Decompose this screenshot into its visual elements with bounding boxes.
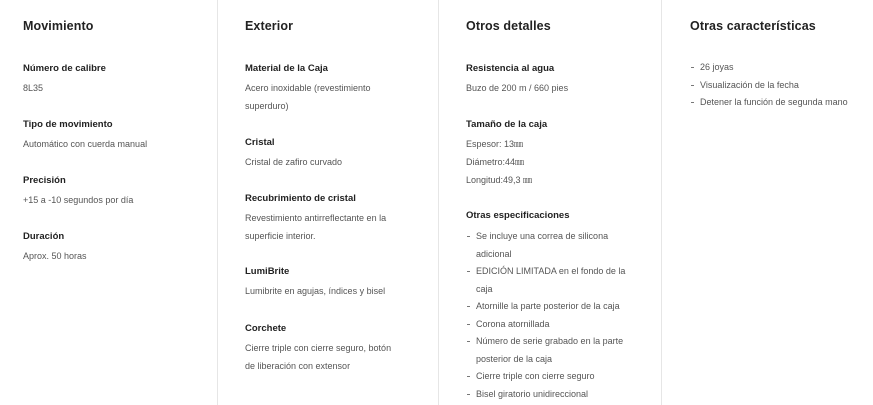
spec-value: Buzo de 200 m / 660 pies: [466, 83, 569, 93]
spec-label: Resistencia al agua: [466, 63, 555, 74]
spec-value-line: superduro): [245, 101, 289, 111]
spec-value: Automático con cuerda manual: [23, 139, 148, 149]
spec-other-specifications: [466, 209, 641, 403]
column-title: Otras características: [690, 19, 816, 33]
spec-value: +15 a -10 segundos por día: [23, 195, 134, 205]
spec-value-line: Cierre triple con cierre seguro, botón: [245, 343, 392, 353]
column-title: Otros detalles: [466, 19, 551, 33]
spec-label: Precisión: [23, 175, 66, 186]
spec-value: Cristal de zafiro curvado: [245, 157, 343, 167]
list-item: 26 joyas: [690, 59, 868, 77]
spec-label: Recubrimiento de cristal: [245, 193, 356, 204]
spec-label: Duración: [23, 231, 65, 242]
spec-crystal-coating: [245, 192, 425, 245]
list-item: Corona atornillada: [466, 316, 641, 334]
case-thickness: Espesor: 13㎜: [466, 139, 524, 149]
spec-label: Tipo de movimiento: [23, 119, 113, 130]
column-title: Movimiento: [23, 19, 94, 33]
column-exterior: [218, 0, 439, 405]
spec-value-line: de liberación con extensor: [245, 361, 351, 371]
list-item: Número de serie grabado en la parte posterior de la caja: [466, 333, 641, 368]
spec-clasp: [245, 322, 425, 375]
list-item: Cierre triple con cierre seguro: [466, 368, 641, 386]
column-otros-detalles: [439, 0, 662, 405]
spec-value-line: Acero inoxidable (revestimiento: [245, 83, 371, 93]
spec-value: [245, 209, 425, 245]
spec-case-material: [245, 62, 425, 115]
column-otras-caracteristicas: [662, 0, 873, 405]
spec-lumibrite: [245, 265, 425, 300]
spec-label: LumiBrite: [245, 266, 290, 277]
features-list: [690, 59, 868, 112]
spec-label: Corchete: [245, 323, 287, 334]
spec-duration: [23, 230, 203, 265]
case-length: Longitud:49,3 ㎜: [466, 175, 533, 185]
list-item: Atornille la parte posterior de la caja: [466, 298, 641, 316]
other-specs-list: [466, 228, 641, 403]
spec-movement-type: [23, 118, 203, 153]
spec-value: Lumibrite en agujas, índices y bisel: [245, 286, 386, 296]
spec-label: Tamaño de la caja: [466, 119, 548, 130]
list-item: Detener la función de segunda mano: [690, 94, 868, 112]
list-item: EDICIÓN LIMITADA en el fondo de la caja: [466, 263, 641, 298]
case-diameter: Diámetro:44㎜: [466, 157, 525, 167]
spec-value-line: Revestimiento antirreflectante en la: [245, 213, 387, 223]
spec-label: Otras especificaciones: [466, 210, 570, 221]
spec-case-size: [466, 118, 646, 189]
column-title: Exterior: [245, 19, 294, 33]
spec-label: Cristal: [245, 137, 275, 148]
list-item: Visualización de la fecha: [690, 77, 868, 95]
spec-calibre-number: [23, 62, 203, 97]
list-item: Bisel giratorio unidireccional: [466, 386, 641, 404]
spec-water-resistance: [466, 62, 646, 97]
list-item: Se incluye una correa de silicona adicional: [466, 228, 641, 263]
spec-value: 8L35: [23, 83, 44, 93]
spec-value: [245, 79, 425, 115]
spec-value: [466, 135, 646, 189]
spec-value-line: superficie interior.: [245, 231, 316, 241]
column-movimiento: [0, 0, 218, 405]
spec-value: Aprox. 50 horas: [23, 251, 87, 261]
spec-value: [245, 339, 425, 375]
spec-label: Material de la Caja: [245, 63, 328, 74]
spec-accuracy: [23, 174, 203, 209]
spec-label: Número de calibre: [23, 63, 106, 74]
spec-crystal: [245, 136, 425, 171]
